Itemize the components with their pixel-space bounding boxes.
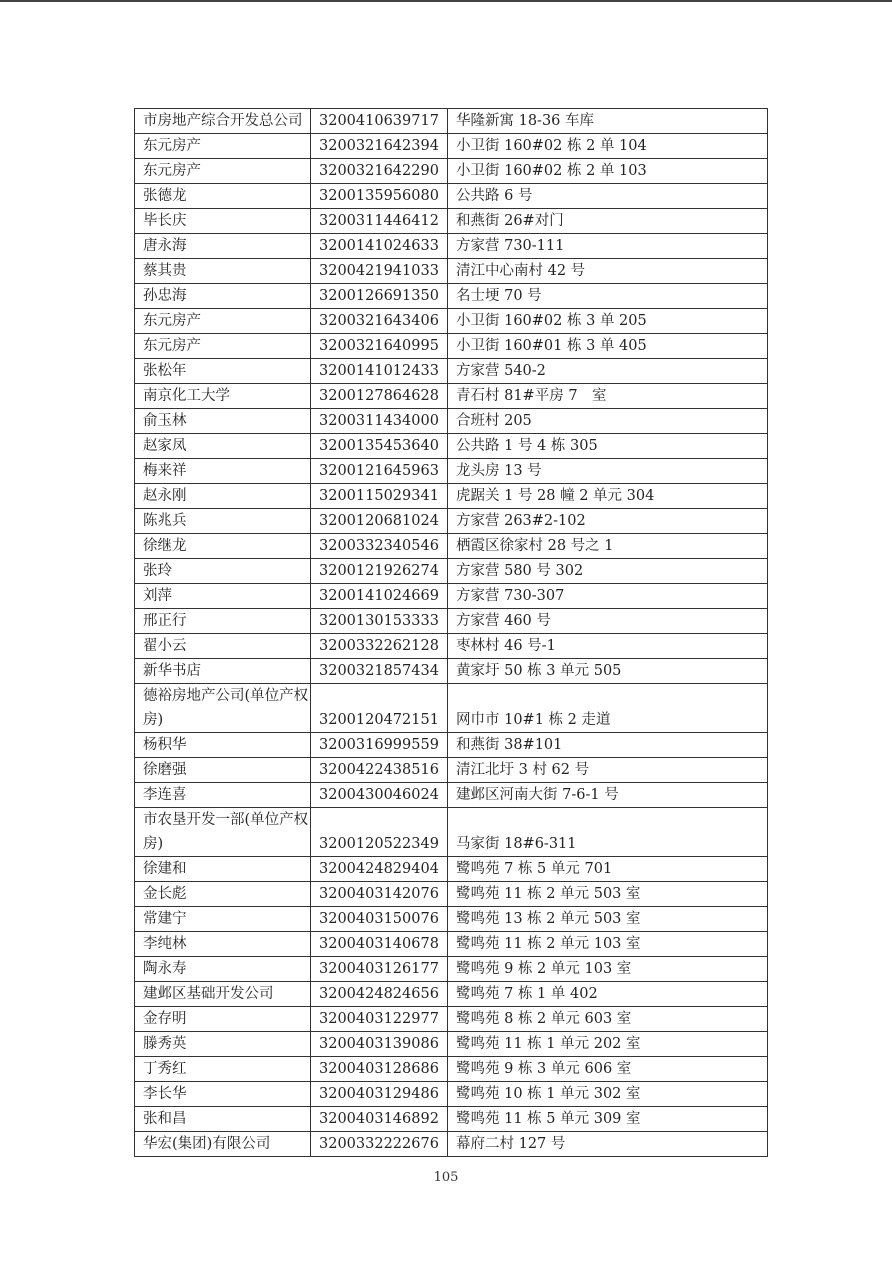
address-cell: 网巾市 10#1 栋 2 走道 bbox=[448, 684, 768, 733]
account-number-cell: 3200424824656 bbox=[311, 982, 448, 1007]
table-row bbox=[135, 783, 768, 808]
owner-name-cell: 华宏(集团)有限公司 bbox=[135, 1132, 311, 1157]
owner-name-cell: 徐继龙 bbox=[135, 534, 311, 559]
address-cell: 鹭鸣苑 11 栋 1 单元 202 室 bbox=[448, 1032, 768, 1057]
address-cell: 鹭鸣苑 11 栋 2 单元 503 室 bbox=[448, 882, 768, 907]
address-cell: 清江中心南村 42 号 bbox=[448, 259, 768, 284]
account-number-cell: 3200135956080 bbox=[311, 184, 448, 209]
page-number: 105 bbox=[433, 1170, 459, 1185]
table-row bbox=[135, 384, 768, 409]
address-cell: 小卫街 160#02 栋 3 单 205 bbox=[448, 309, 768, 334]
owner-name-cell: 李长华 bbox=[135, 1082, 311, 1107]
table-row bbox=[135, 434, 768, 459]
address-cell: 黄家圩 50 栋 3 单元 505 bbox=[448, 659, 768, 684]
address-cell: 幕府二村 127 号 bbox=[448, 1132, 768, 1157]
account-number-cell: 3200332262128 bbox=[311, 634, 448, 659]
table-row bbox=[135, 982, 768, 1007]
table-row bbox=[135, 1032, 768, 1057]
address-cell: 枣林村 46 号-1 bbox=[448, 634, 768, 659]
account-number-cell: 3200311446412 bbox=[311, 209, 448, 234]
address-cell: 华隆新寓 18-36 车库 bbox=[448, 109, 768, 134]
table-row bbox=[135, 259, 768, 284]
account-number-cell: 3200127864628 bbox=[311, 384, 448, 409]
table-row bbox=[135, 284, 768, 309]
owner-name-cell: 杨积华 bbox=[135, 733, 311, 758]
address-cell: 公共路 6 号 bbox=[448, 184, 768, 209]
account-number-cell: 3200120681024 bbox=[311, 509, 448, 534]
owner-name-cell: 东元房产 bbox=[135, 334, 311, 359]
owner-name-cell: 陶永寿 bbox=[135, 957, 311, 982]
table-row bbox=[135, 1057, 768, 1082]
address-cell: 马家街 18#6-311 bbox=[448, 808, 768, 857]
table-row bbox=[135, 559, 768, 584]
owner-name-cell: 刘萍 bbox=[135, 584, 311, 609]
account-number-cell: 3200135453640 bbox=[311, 434, 448, 459]
address-cell: 龙头房 13 号 bbox=[448, 459, 768, 484]
address-cell: 青石村 81#平房 7 室 bbox=[448, 384, 768, 409]
table-row bbox=[135, 733, 768, 758]
records-table-body bbox=[135, 109, 768, 1157]
owner-name-cell: 徐建和 bbox=[135, 857, 311, 882]
owner-name-cell: 张玲 bbox=[135, 559, 311, 584]
owner-name-cell: 翟小云 bbox=[135, 634, 311, 659]
account-number-cell: 3200403140678 bbox=[311, 932, 448, 957]
account-number-cell: 3200403146892 bbox=[311, 1107, 448, 1132]
owner-name-cell: 东元房产 bbox=[135, 159, 311, 184]
account-number-cell: 3200121645963 bbox=[311, 459, 448, 484]
owner-name-cell: 俞玉林 bbox=[135, 409, 311, 434]
account-number-cell: 3200321640995 bbox=[311, 334, 448, 359]
table-row bbox=[135, 907, 768, 932]
table-row bbox=[135, 609, 768, 634]
account-number-cell: 3200403142076 bbox=[311, 882, 448, 907]
account-number-cell: 3200130153333 bbox=[311, 609, 448, 634]
owner-name-cell: 丁秀红 bbox=[135, 1057, 311, 1082]
address-cell: 鹭鸣苑 13 栋 2 单元 503 室 bbox=[448, 907, 768, 932]
account-number-cell: 3200403129486 bbox=[311, 1082, 448, 1107]
account-number-cell: 3200430046024 bbox=[311, 783, 448, 808]
owner-name-cell: 张和昌 bbox=[135, 1107, 311, 1132]
table-row bbox=[135, 509, 768, 534]
table-row bbox=[135, 534, 768, 559]
page-top-border bbox=[0, 0, 892, 2]
owner-name-cell: 李纯林 bbox=[135, 932, 311, 957]
address-cell: 鹭鸣苑 9 栋 3 单元 606 室 bbox=[448, 1057, 768, 1082]
address-cell: 方家营 263#2-102 bbox=[448, 509, 768, 534]
table-row bbox=[135, 857, 768, 882]
table-row bbox=[135, 309, 768, 334]
account-number-cell: 3200321642290 bbox=[311, 159, 448, 184]
account-number-cell: 3200403139086 bbox=[311, 1032, 448, 1057]
address-cell: 和燕街 38#101 bbox=[448, 733, 768, 758]
address-cell: 栖霞区徐家村 28 号之 1 bbox=[448, 534, 768, 559]
account-number-cell: 3200126691350 bbox=[311, 284, 448, 309]
table-row bbox=[135, 932, 768, 957]
owner-name-cell: 张松年 bbox=[135, 359, 311, 384]
owner-name-cell: 市房地产综合开发总公司 bbox=[135, 109, 311, 134]
owner-name-cell: 张德龙 bbox=[135, 184, 311, 209]
owner-name-cell: 建邺区基础开发公司 bbox=[135, 982, 311, 1007]
table-row bbox=[135, 359, 768, 384]
address-cell: 鹭鸣苑 11 栋 5 单元 309 室 bbox=[448, 1107, 768, 1132]
owner-name-cell: 南京化工大学 bbox=[135, 384, 311, 409]
table-row bbox=[135, 808, 768, 857]
address-cell: 鹭鸣苑 7 栋 5 单元 701 bbox=[448, 857, 768, 882]
table-row bbox=[135, 334, 768, 359]
account-number-cell: 3200403126177 bbox=[311, 957, 448, 982]
address-cell: 合班村 205 bbox=[448, 409, 768, 434]
account-number-cell: 3200316999559 bbox=[311, 733, 448, 758]
owner-name-cell: 德裕房地产公司(单位产权房) bbox=[135, 684, 311, 733]
owner-name-cell: 梅来祥 bbox=[135, 459, 311, 484]
owner-name-cell: 滕秀英 bbox=[135, 1032, 311, 1057]
account-number-cell: 3200120522349 bbox=[311, 808, 448, 857]
account-number-cell: 3200141012433 bbox=[311, 359, 448, 384]
table-row bbox=[135, 584, 768, 609]
address-cell: 方家营 460 号 bbox=[448, 609, 768, 634]
account-number-cell: 3200141024669 bbox=[311, 584, 448, 609]
address-cell: 小卫街 160#02 栋 2 单 103 bbox=[448, 159, 768, 184]
owner-name-cell: 金长彪 bbox=[135, 882, 311, 907]
table-row bbox=[135, 209, 768, 234]
owner-name-cell: 常建宁 bbox=[135, 907, 311, 932]
account-number-cell: 3200403150076 bbox=[311, 907, 448, 932]
table-row bbox=[135, 957, 768, 982]
table-row bbox=[135, 1132, 768, 1157]
table-row bbox=[135, 159, 768, 184]
table-row bbox=[135, 134, 768, 159]
account-number-cell: 3200321643406 bbox=[311, 309, 448, 334]
table-row bbox=[135, 1107, 768, 1132]
owner-name-cell: 东元房产 bbox=[135, 309, 311, 334]
table-row bbox=[135, 409, 768, 434]
owner-name-cell: 市农垦开发一部(单位产权房) bbox=[135, 808, 311, 857]
address-cell: 小卫街 160#01 栋 3 单 405 bbox=[448, 334, 768, 359]
table-row bbox=[135, 459, 768, 484]
account-number-cell: 3200332340546 bbox=[311, 534, 448, 559]
address-cell: 鹭鸣苑 9 栋 2 单元 103 室 bbox=[448, 957, 768, 982]
table-row bbox=[135, 684, 768, 733]
table-row bbox=[135, 484, 768, 509]
owner-name-cell: 新华书店 bbox=[135, 659, 311, 684]
owner-name-cell: 唐永海 bbox=[135, 234, 311, 259]
address-cell: 建邺区河南大街 7-6-1 号 bbox=[448, 783, 768, 808]
account-number-cell: 3200424829404 bbox=[311, 857, 448, 882]
address-cell: 方家营 730-111 bbox=[448, 234, 768, 259]
address-cell: 方家营 580 号 302 bbox=[448, 559, 768, 584]
owner-name-cell: 陈兆兵 bbox=[135, 509, 311, 534]
address-cell: 和燕街 26#对门 bbox=[448, 209, 768, 234]
address-cell: 清江北圩 3 村 62 号 bbox=[448, 758, 768, 783]
table-row bbox=[135, 234, 768, 259]
account-number-cell: 3200332222676 bbox=[311, 1132, 448, 1157]
account-number-cell: 3200410639717 bbox=[311, 109, 448, 134]
address-cell: 名士埂 70 号 bbox=[448, 284, 768, 309]
address-cell: 公共路 1 号 4 栋 305 bbox=[448, 434, 768, 459]
address-cell: 鹭鸣苑 7 栋 1 单 402 bbox=[448, 982, 768, 1007]
owner-name-cell: 李连喜 bbox=[135, 783, 311, 808]
account-number-cell: 3200141024633 bbox=[311, 234, 448, 259]
account-number-cell: 3200321642394 bbox=[311, 134, 448, 159]
address-cell: 鹭鸣苑 11 栋 2 单元 103 室 bbox=[448, 932, 768, 957]
account-number-cell: 3200421941033 bbox=[311, 259, 448, 284]
address-cell: 小卫街 160#02 栋 2 单 104 bbox=[448, 134, 768, 159]
owner-name-cell: 毕长庆 bbox=[135, 209, 311, 234]
address-cell: 虎踞关 1 号 28 幢 2 单元 304 bbox=[448, 484, 768, 509]
owner-name-cell: 东元房产 bbox=[135, 134, 311, 159]
table-row bbox=[135, 1082, 768, 1107]
account-number-cell: 3200422438516 bbox=[311, 758, 448, 783]
owner-name-cell: 孙忠海 bbox=[135, 284, 311, 309]
account-number-cell: 3200120472151 bbox=[311, 684, 448, 733]
table-row bbox=[135, 109, 768, 134]
account-number-cell: 3200311434000 bbox=[311, 409, 448, 434]
account-number-cell: 3200403122977 bbox=[311, 1007, 448, 1032]
address-cell: 鹭鸣苑 8 栋 2 单元 603 室 bbox=[448, 1007, 768, 1032]
table-row bbox=[135, 659, 768, 684]
records-table bbox=[134, 108, 768, 1157]
address-cell: 方家营 540-2 bbox=[448, 359, 768, 384]
owner-name-cell: 蔡其贵 bbox=[135, 259, 311, 284]
address-cell: 方家营 730-307 bbox=[448, 584, 768, 609]
table-row bbox=[135, 184, 768, 209]
table-row bbox=[135, 634, 768, 659]
owner-name-cell: 赵永刚 bbox=[135, 484, 311, 509]
owner-name-cell: 金存明 bbox=[135, 1007, 311, 1032]
account-number-cell: 3200115029341 bbox=[311, 484, 448, 509]
owner-name-cell: 赵家凤 bbox=[135, 434, 311, 459]
table-row bbox=[135, 882, 768, 907]
owner-name-cell: 徐磨强 bbox=[135, 758, 311, 783]
owner-name-cell: 邢正行 bbox=[135, 609, 311, 634]
account-number-cell: 3200403128686 bbox=[311, 1057, 448, 1082]
table-row bbox=[135, 1007, 768, 1032]
account-number-cell: 3200121926274 bbox=[311, 559, 448, 584]
table-row bbox=[135, 758, 768, 783]
account-number-cell: 3200321857434 bbox=[311, 659, 448, 684]
address-cell: 鹭鸣苑 10 栋 1 单元 302 室 bbox=[448, 1082, 768, 1107]
